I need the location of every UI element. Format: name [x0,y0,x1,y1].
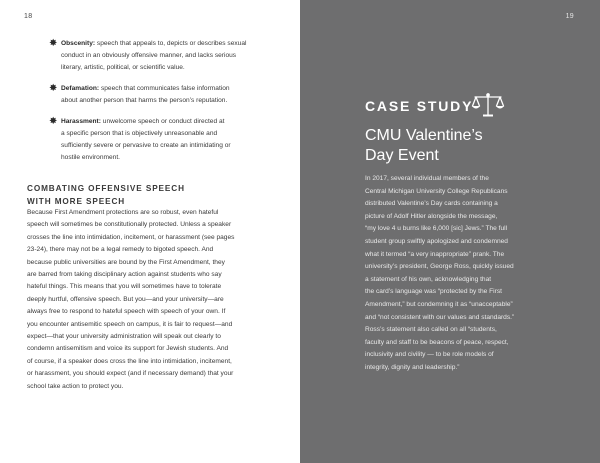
body-line: of course, if a speaker does cross the line into intimidation, incitement, [27,357,232,365]
body-line: hateful things. This means that you will sometimes have to tolerate [27,283,222,291]
body-line: you encounter antisemitic speech on campus, it is fair to request—and [27,320,233,328]
body-line: university’s president, George Ross, quickly issued [365,263,514,271]
body-line: because public universities are bound by the First Amendment, they [27,258,225,266]
body-line: distributed Valentine’s Day cards containing a [365,200,498,208]
body-line: condemn antisemitism and voice its support for Jewish students. And [27,345,229,353]
heading-line: COMBATING OFFENSIVE SPEECH [27,184,185,193]
body-text-right [365,173,575,375]
case-study-label: CASE STUDY [365,98,474,114]
definition-defamation [50,83,282,107]
heading-line: WITH MORE SPEECH [27,197,126,206]
definition-harassment [50,116,282,164]
body-line: student group swiftly apologized and condemned [365,237,508,245]
body-line: picture of Adolf Hitler alongside the message, [365,212,498,220]
body-line: a statement of his own, acknowledging that [365,275,492,283]
definition-line: about another person that harms the person’s reputation. [61,97,228,104]
body-line: inclusivity and civility — to be role models of [365,351,494,359]
body-line: deeply hurtful, offensive speech. But you—and your university—are [27,295,224,303]
body-line: Ross’s statement also called on all “students, [365,326,497,334]
page-number-right: 19 [565,13,574,20]
section-heading [27,182,277,208]
definition-line: speech that communicates false information [99,85,230,92]
body-line: are barred from taking disciplinary action against students who say [27,271,222,279]
body-line: what it termed “a very inappropriate” prank. The [365,250,505,258]
star-bullet-icon: ✸ [49,83,58,94]
body-line: speech will sometimes be constitutionally protected. Unless a speaker [27,221,232,229]
body-line: Amendment,” but condemning it as “unacceptable” [365,300,513,308]
definition-term: Defamation: [61,85,100,92]
star-bullet-icon: ✸ [49,116,58,127]
body-line: “my love 4 u burns like 6,000 [sic] Jews.” The full [365,225,508,233]
definition-line: speech that appeals to, depicts or describes sexual [95,40,247,47]
body-line: integrity, dignity and leadership.” [365,363,460,371]
definition-text [50,38,282,74]
title-line: CMU Valentine’s [365,127,483,144]
body-line: Central Michigan University College Republicans [365,187,508,195]
definition-line: hostile environment. [61,154,121,161]
body-line: or harassment, you should expect (and if necessary demand) that your [27,370,234,378]
definition-text [50,116,282,164]
definition-text [50,83,282,107]
page-number-left: 18 [24,13,33,20]
definition-line: sufficiently severe or pervasive to create an intimidating or [61,142,231,149]
definition-line: a specific person that is objectively unreasonable and [61,130,218,137]
body-line: expect—that your university administration will speak out clearly to [27,333,221,341]
definition-line: literary, artistic, political, or scientific value. [61,64,185,71]
body-line: In 2017, several individual members of the [365,175,489,182]
body-line: crosses the line into intimidation, incitement, or harassment (see pages [27,233,235,241]
body-line: Because First Amendment protections are so robust, even hateful [27,209,219,216]
body-line: 23-24), there may not be a legal remedy to bigoted speech. And [27,246,214,254]
definition-line: unwelcome speech or conduct directed at [100,118,225,125]
body-line: and “not consistent with our values and standards.” [365,313,515,321]
body-line: school take action to protect you. [27,382,124,390]
definition-term: Harassment: [61,118,101,125]
body-text-left [27,207,279,393]
body-line: always free to respond to hateful speech with speech of your own. If [27,308,226,316]
body-line: the card’s language was “protected by the First [365,288,502,296]
definition-term: Obscenity: [61,40,96,47]
definition-line: conduct in an obviously offensive manner, and lacks serious [61,52,237,59]
case-study-title [365,126,565,166]
title-line: Day Event [365,147,439,164]
body-line: faculty and staff to be beacons of peace, respect, [365,338,509,346]
scales-of-justice-icon [471,92,505,118]
star-bullet-icon: ✸ [49,38,58,49]
definition-obscenity [50,38,282,74]
